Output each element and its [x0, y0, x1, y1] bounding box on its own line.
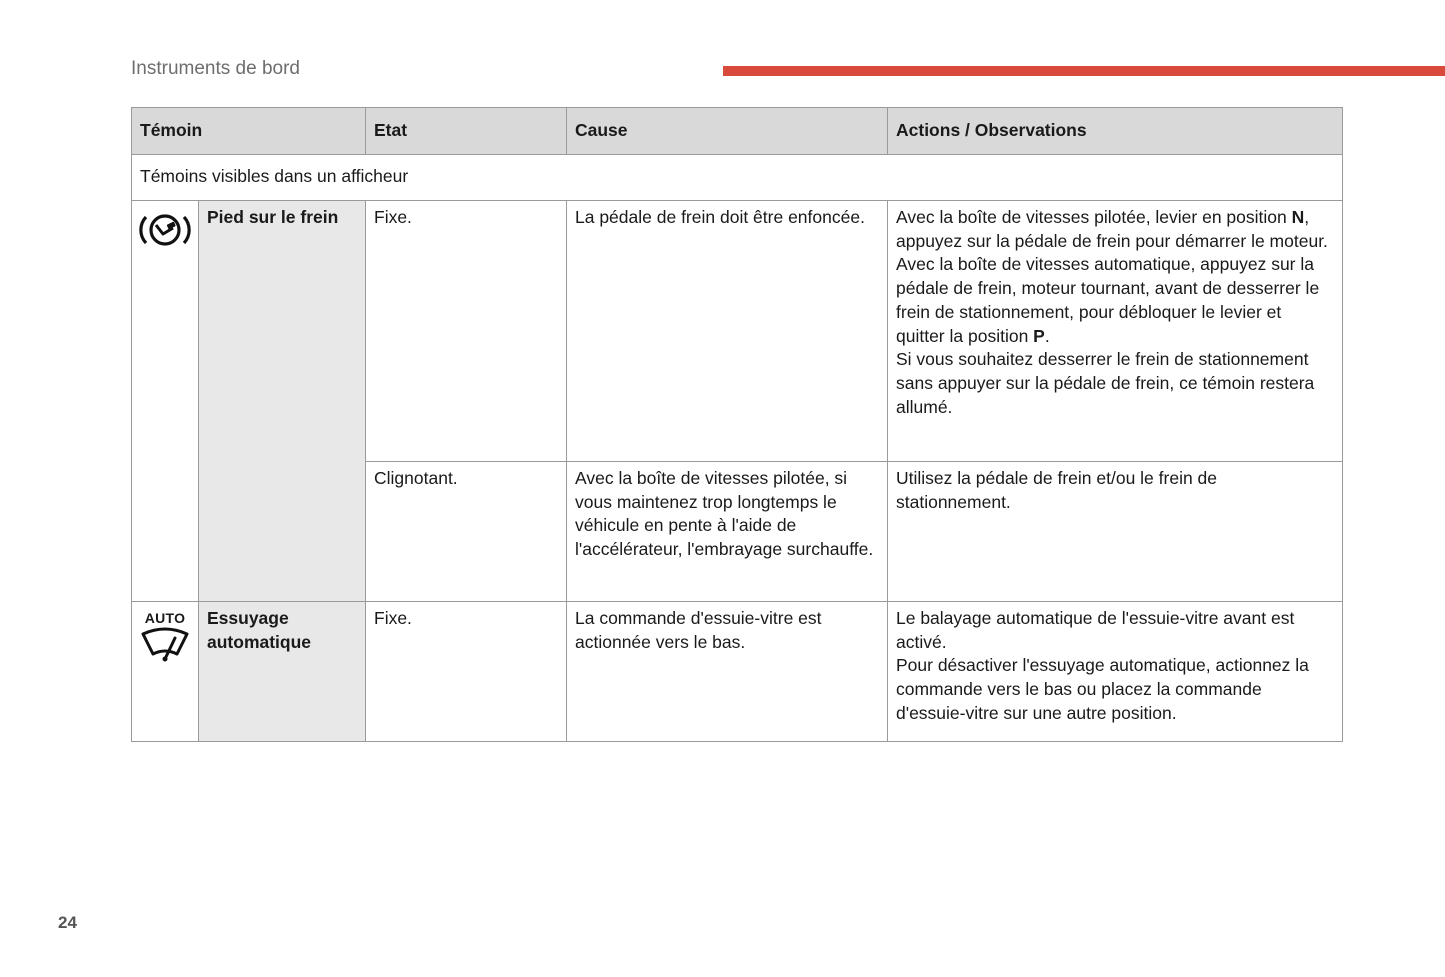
- auto-wiper-icon: [139, 648, 191, 668]
- actions-paragraph: Avec la boîte de vitesses pilotée, levier en position N, appuyez sur la pédale de frein pour démarrer le moteur.: [896, 207, 1328, 251]
- cause-cell: La pédale de frein doit être enfoncée.: [567, 201, 888, 462]
- column-header-temoin: Témoin: [132, 108, 366, 155]
- warning-lights-table: [131, 107, 1343, 742]
- column-header-actions: Actions / Observations: [888, 108, 1343, 155]
- actions-paragraph: Utilisez la pédale de frein et/ou le frein de stationnement.: [896, 468, 1218, 512]
- accent-bar: [723, 66, 1445, 76]
- section-title: Instruments de bord: [131, 58, 300, 79]
- actions-cell: [888, 201, 1343, 462]
- indicator-name: Essuyage automatique: [199, 602, 366, 742]
- table-row: [132, 201, 1343, 462]
- brake-pedal-warning-icon: [137, 235, 193, 255]
- etat-cell: Fixe.: [366, 602, 567, 742]
- actions-paragraph: Avec la boîte de vitesses automatique, appuyez sur la pédale de frein, moteur tournant, avant de desserrer le frein de stationnement, pour débloquer le levier et quitter la position P.: [896, 254, 1320, 346]
- column-header-cause: Cause: [567, 108, 888, 155]
- brake-icon-cell: [132, 201, 199, 602]
- indicator-name: Pied sur le frein: [199, 201, 366, 602]
- actions-cell: [888, 462, 1343, 602]
- actions-cell: [888, 602, 1343, 742]
- column-header-etat: Etat: [366, 108, 567, 155]
- actions-paragraph: Le balayage automatique de l'essuie-vitre avant est activé.: [896, 608, 1295, 652]
- actions-paragraph: Pour désactiver l'essuyage automatique, actionnez la commande vers le bas ou placez la commande d'essuie-vitre sur une autre position.: [896, 655, 1309, 723]
- table-row: [132, 602, 1343, 742]
- table-header-row: [132, 108, 1343, 155]
- group-label: Témoins visibles dans un afficheur: [132, 155, 1343, 201]
- auto-label: AUTO: [144, 610, 186, 626]
- cause-cell: Avec la boîte de vitesses pilotée, si vous maintenez trop longtemps le véhicule en pente à l'aide de l'accélérateur, l'embrayage surchauffe.: [567, 462, 888, 602]
- actions-paragraph: Si vous souhaitez desserrer le frein de stationnement sans appuyer sur la pédale de frein, ce témoin restera allumé.: [896, 349, 1315, 417]
- wiper-icon-cell: [132, 602, 199, 742]
- cause-cell: La commande d'essuie-vitre est actionnée vers le bas.: [567, 602, 888, 742]
- etat-cell: Fixe.: [366, 201, 567, 462]
- etat-cell: Clignotant.: [366, 462, 567, 602]
- page-number: 24: [58, 913, 77, 932]
- group-row: [132, 155, 1343, 201]
